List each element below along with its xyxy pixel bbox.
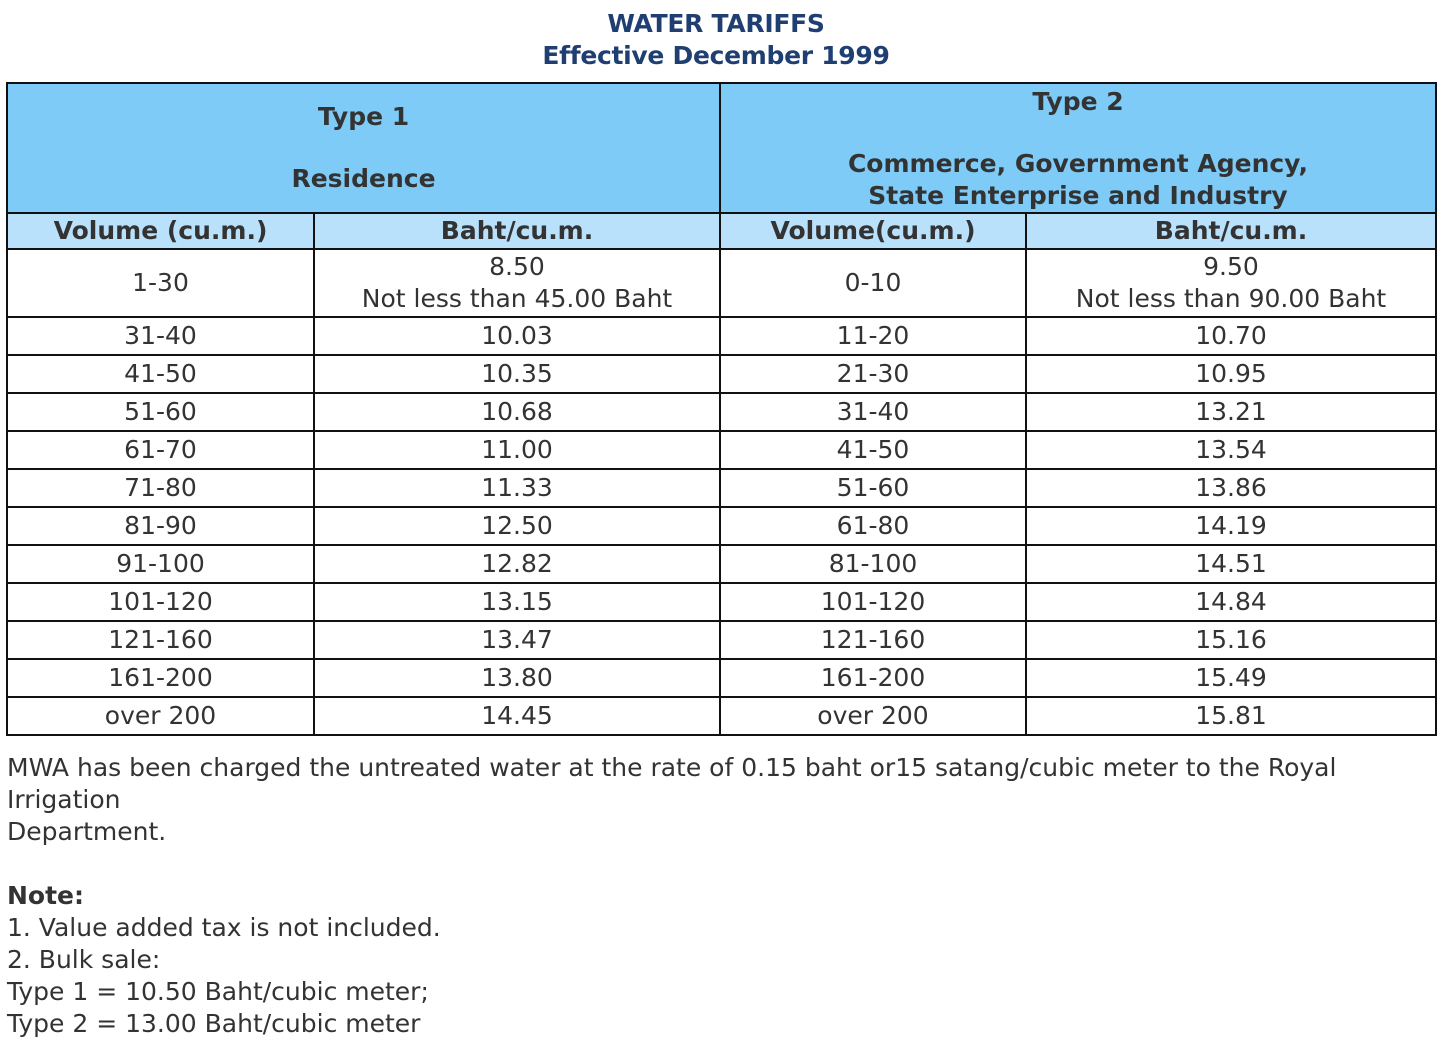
t1-rate-cell: 11.33 — [314, 469, 720, 507]
t2-rate-value: 9.50 — [1203, 252, 1259, 281]
note-title: Note: — [7, 881, 85, 910]
t1-volume-cell: 31-40 — [7, 317, 314, 355]
t1-volume-cell: 61-70 — [7, 431, 314, 469]
t2-rate-cell: 15.81 — [1026, 697, 1436, 735]
table-row — [7, 659, 1436, 697]
type1-category: Residence — [291, 164, 436, 193]
bulk-type1: Type 1 = 10.50 Baht/cubic meter; — [7, 977, 429, 1006]
tariff-table — [6, 82, 1437, 736]
t2-rate-cell: 13.54 — [1026, 431, 1436, 469]
table-row — [7, 469, 1436, 507]
type2-category-line2: State Enterprise and Industry — [868, 181, 1288, 210]
untreated-water-line2: Department. — [7, 817, 167, 846]
footer-notes — [7, 752, 1427, 1040]
t2-volume-cell: 41-50 — [720, 431, 1026, 469]
type1-rate-header: Baht/cu.m. — [314, 213, 720, 249]
t2-rate-cell: 13.86 — [1026, 469, 1436, 507]
bulk-type2: Type 2 = 13.00 Baht/cubic meter — [7, 1009, 421, 1038]
t1-volume-cell: 81-90 — [7, 507, 314, 545]
t2-volume-cell: over 200 — [720, 697, 1026, 735]
t1-volume-cell: 1-30 — [7, 249, 314, 317]
t2-volume-cell: 21-30 — [720, 355, 1026, 393]
t2-rate-cell: 14.19 — [1026, 507, 1436, 545]
t2-volume-cell: 61-80 — [720, 507, 1026, 545]
page-title — [0, 8, 1432, 72]
untreated-water-line1: MWA has been charged the untreated water at the rate of 0.15 baht or15 satang/cubic meter to the Royal Irrigation — [7, 753, 1337, 814]
t1-rate-cell: 11.00 — [314, 431, 720, 469]
t1-rate-cell: 12.50 — [314, 507, 720, 545]
table-row — [7, 355, 1436, 393]
t1-volume-cell: 51-60 — [7, 393, 314, 431]
t2-rate-cell: 10.95 — [1026, 355, 1436, 393]
t1-volume-cell: 121-160 — [7, 621, 314, 659]
t1-volume-cell: over 200 — [7, 697, 314, 735]
table-row — [7, 697, 1436, 735]
t2-rate-cell — [1026, 249, 1436, 317]
t1-volume-cell: 91-100 — [7, 545, 314, 583]
title-main: WATER TARIFFS — [607, 9, 825, 38]
t1-volume-cell: 71-80 — [7, 469, 314, 507]
t2-rate-cell: 10.70 — [1026, 317, 1436, 355]
t1-rate-cell: 13.47 — [314, 621, 720, 659]
t2-volume-cell: 101-120 — [720, 583, 1026, 621]
t2-rate-cell: 13.21 — [1026, 393, 1436, 431]
note-vat: 1. Value added tax is not included. — [7, 913, 441, 942]
table-row — [7, 431, 1436, 469]
type1-header — [7, 83, 720, 213]
t2-volume-cell: 11-20 — [720, 317, 1026, 355]
table-row — [7, 393, 1436, 431]
t1-minimum-charge: Not less than 45.00 Baht — [361, 284, 673, 313]
type-header-row — [7, 83, 1436, 213]
t2-volume-cell: 161-200 — [720, 659, 1026, 697]
t1-rate-cell: 10.03 — [314, 317, 720, 355]
t1-volume-cell: 161-200 — [7, 659, 314, 697]
t1-rate-cell: 14.45 — [314, 697, 720, 735]
type2-volume-header: Volume(cu.m.) — [720, 213, 1026, 249]
t2-volume-cell: 31-40 — [720, 393, 1026, 431]
type2-rate-header: Baht/cu.m. — [1026, 213, 1436, 249]
table-row — [7, 545, 1436, 583]
t1-rate-cell: 13.80 — [314, 659, 720, 697]
t1-rate-cell — [314, 249, 720, 317]
t2-volume-cell: 0-10 — [720, 249, 1026, 317]
note-bulk-sale: 2. Bulk sale: — [7, 945, 161, 974]
t2-volume-cell: 81-100 — [720, 545, 1026, 583]
table-row — [7, 621, 1436, 659]
t1-volume-cell: 41-50 — [7, 355, 314, 393]
type1-label: Type 1 — [317, 102, 410, 131]
type2-label: Type 2 — [1032, 87, 1124, 116]
t1-volume-cell: 101-120 — [7, 583, 314, 621]
t2-minimum-charge: Not less than 90.00 Baht — [1075, 284, 1387, 313]
table-row — [7, 317, 1436, 355]
type1-volume-header: Volume (cu.m.) — [7, 213, 314, 249]
t1-rate-cell: 12.82 — [314, 545, 720, 583]
t1-rate-cell: 10.35 — [314, 355, 720, 393]
t2-rate-cell: 14.51 — [1026, 545, 1436, 583]
table-row — [7, 249, 1436, 317]
type2-category-line1: Commerce, Government Agency, — [847, 149, 1309, 178]
t1-rate-value: 8.50 — [489, 252, 545, 281]
title-effective-date: Effective December 1999 — [542, 41, 890, 70]
t1-rate-cell: 10.68 — [314, 393, 720, 431]
t1-rate-cell: 13.15 — [314, 583, 720, 621]
t2-volume-cell: 121-160 — [720, 621, 1026, 659]
type2-header — [720, 83, 1436, 213]
t2-rate-cell: 15.49 — [1026, 659, 1436, 697]
t2-volume-cell: 51-60 — [720, 469, 1026, 507]
table-row — [7, 583, 1436, 621]
t2-rate-cell: 14.84 — [1026, 583, 1436, 621]
table-row — [7, 507, 1436, 545]
column-header-row — [7, 213, 1436, 249]
t2-rate-cell: 15.16 — [1026, 621, 1436, 659]
